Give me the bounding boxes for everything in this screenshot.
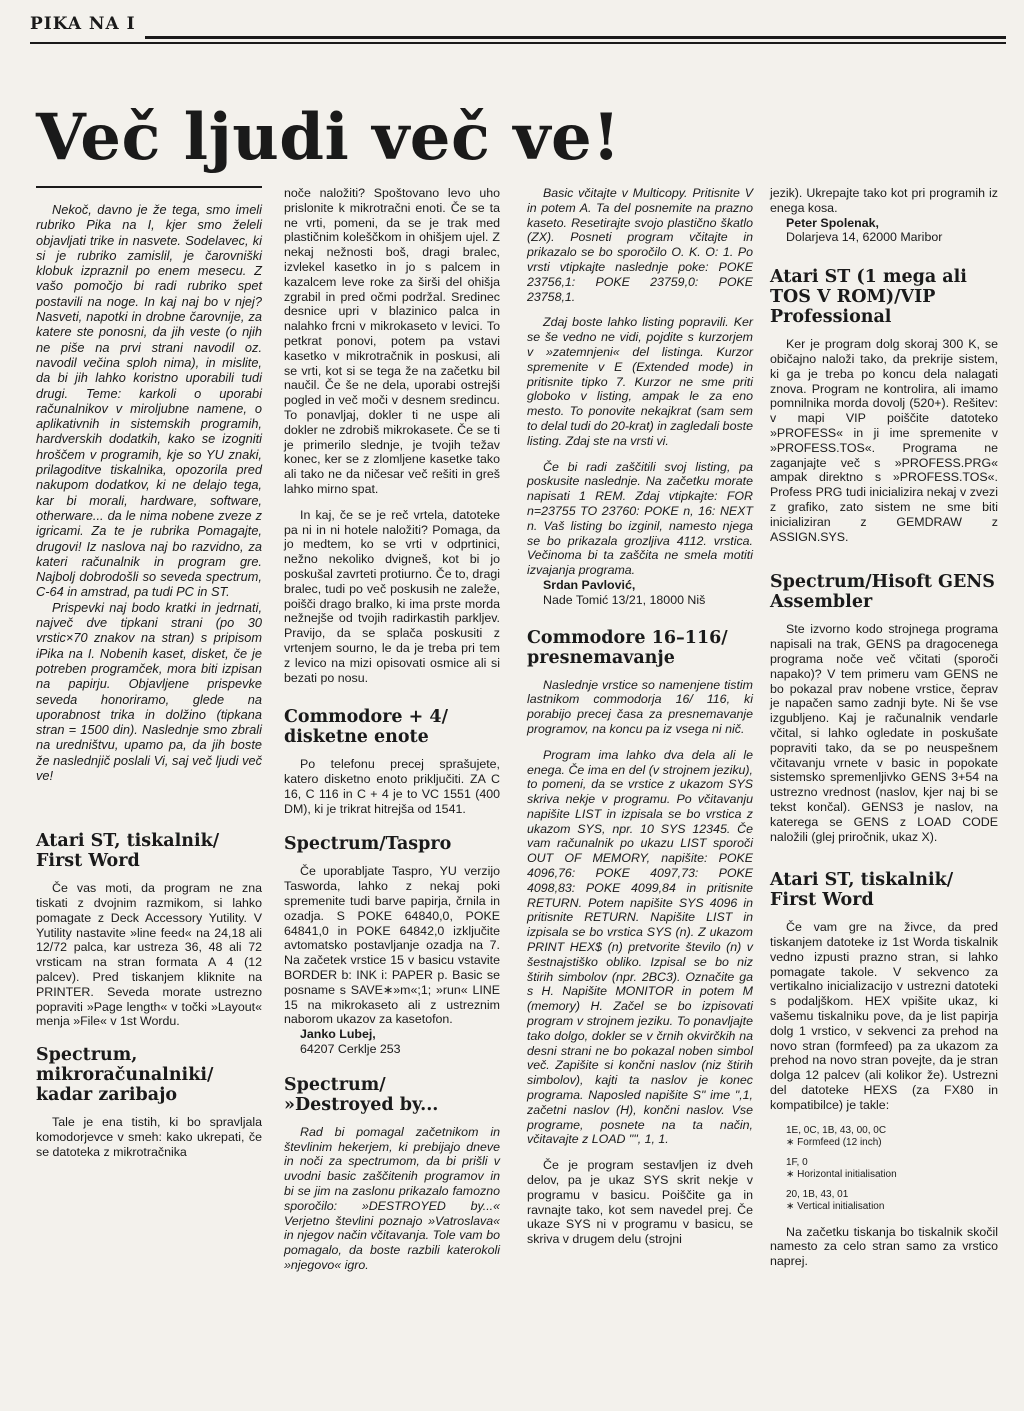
column-3 <box>527 186 753 1247</box>
destroyed-by-text: Rad bi pomagal začetnikom in števlinim hekerjem, ki prebijajo dneve in noči za spectrumom, da bi prišli v uvodni basic zaščitenih programov in bi se jim na zaslonu prikazalo famozno sporočilo: »DESTROYED by...« Verjetno števlini poznajo »Vatroslava« in njegov način včitavanja. Tole vam bo pomagalo, da boste razbili katerokoli »njegovo« igro. <box>284 1124 500 1273</box>
column-4 <box>770 186 998 1269</box>
intro-block <box>36 202 262 783</box>
taspro-text: Če uporabljate Taspro, YU verzijo Tasworda, lahko z nekaj poki spremenite tudi barve papirja, črnila in ozadja. S POKE 64840,0, POKE 64841,0 in POKE 64842,0 izključite avtomatsko postavljanje ozadja na 7. Na začetek vrstice 15 v basicu vstavite BORDER b: INK i: PAPER p. Basic se posname s SAVE∗»m«;1; »run« LINE 15 na mikrokaseto ali z ustreznim naborom ukazov za kasetofon. <box>284 864 500 1027</box>
code-line: 1F, 0 <box>786 1156 808 1168</box>
section-label: PIKA NA I <box>30 14 136 34</box>
taspro-signature-name: Janko Lubej, <box>300 1027 376 1042</box>
intro-paragraph-1: Nekoč, davno je že tega, smo imeli rubriko Pika na I, kjer smo želeli objavljati trike in nasvete. Sodelavec, ki si je rubriko zamislil, je čarovniški klobuk izpraznil po enem mesecu. Z vašo pomočjo bi radi rubriko spet postavili na noge. In kaj naj bo v njej? Nasveti, napotki in drobne čarovnije, za katere ste ponosni, da jih veste (o njih ne piše na prvi strani navodil oz. navodil večina sploh nima), in mislite, da bi jih lahko koristno uporabili tudi drugi. Teme: karkoli o uporabi računalnikov v miroljubne namene, o aplikativnih in sistemskih programih, hardverskih dodatkih, kako se izogniti hroščem v programih, kje so YU znaki, prilagoditve tiskalnika, opozorila pred nakupom dodatkov, ki ne delajo tega, kar bi morali, hardware, software, otherware... da le nima nobene zveze z igricami. Za te je rubrika Pomagajte, drugovi! Iz naslova naj bo razvidno, za kateri računalnik in program gre. Najbolj dobrodošli so seveda spectrum, C-64 in amstrad, pa tudi PC in ST. <box>36 202 262 600</box>
commodore-16-signature-name: Peter Spolenak, <box>786 215 879 230</box>
destroyed-signature-name: Srdan Pavlović, <box>543 577 636 592</box>
destroyed-signature-address: Nade Tomić 13/21, 18000 Niš <box>543 592 706 607</box>
commodore-16-text-2: Če je program sestavljen iz dveh delov, pa je ukaz SYS skrit nekje v programu v basicu. Poiščite ga in ravnajte tako, kot sem navedel prej. Če ukaze SYS ni v programu v basicu, se skriva v drugem delu (strojni <box>527 1158 753 1247</box>
code-comment: ∗ Horizontal initialisation <box>786 1168 897 1180</box>
taspro-signature-address: 64207 Cerklje 253 <box>300 1042 401 1057</box>
commodore-plus4-title: Commodore + 4/ disketne enote <box>284 707 448 748</box>
code-line: 20, 1B, 43, 01 <box>786 1188 849 1200</box>
commodore-16-signature-address: Dolarjeva 14, 62000 Maribor <box>786 230 943 245</box>
column-2 <box>284 186 500 1273</box>
commodore-16-continued: jezik). Ukrepajte tako kot pri programih iz enega kosa. <box>770 186 998 215</box>
page-headline: Več ljudi več ve! <box>36 100 621 175</box>
code-comment: ∗ Vertical initialisation <box>786 1200 885 1212</box>
destroyed-by-title: Spectrum/ »Destroyed by... <box>284 1074 439 1115</box>
column-1 <box>36 186 262 1160</box>
commodore-16-intro: Naslednje vrstice so namenjene tistim lastnikom commodorja 16/ 116, ki porabijo precej časa za presnemavanje programov, na koncu pa iz vsega ni nič. <box>527 677 753 736</box>
header-rule <box>145 36 1006 39</box>
destroyed-continued-3: Če bi radi zaščitili svoj listing, pa poskusite naslednje. Na začetku morate napisati 1 REM. Zdaj vtipkajte: FOR n=23755 TO 23760: POKE n, 16: NEXT n. Vaš listing bo izginil, namesto njega se bo prikazala grozljiva 4112. vrstica. Večinoma bi ta zaščita ne smela motiti izvajanja programa. <box>527 459 753 578</box>
destroyed-continued-2: Zdaj boste lahko listing popravili. Ker se še vedno ne vidi, pojdite s kurzorjem v »zatemnjeni« del listinga. Kurzor spremenite v E (Extended mode) in pritisnite tipko 7. Kurzor ne sme priti globoko v listing, ampak le za eno mesto. To ponovite nekajkrat (sam sem to delal tudi do 20-krat) in zagledali boste listing. Zdaj ste na vrsti vi. <box>527 315 753 448</box>
gens-title: Spectrum/Hisoft GENS Assembler <box>770 572 995 613</box>
gens-text: Ste izvorno kodo strojnega programa napisali na trak, GENS pa dragocenega programa noče več včitati (sporoči napako)? V tem primeru vam GENS ne bo pokazal prav nobene vrstice, čeprav je napačen samo zadnji byte. Ni še vse izgubljeno. Kaj je računalnik vendarle včital, si lahko ogledate in poskušate popraviti tako, da se po neuspešnem včitavanju vrnete v basic in popokate sistemsko spremenljivko GENS 3+54 na ustrezno vrednost (naslov, kjer naj bi se tekst končal). GENS3 je naslov, na katerega se GENS z LOAD CODE naložili (glej priročnik, ukaz X). <box>770 622 998 844</box>
commodore-16-text: Program ima lahko dva dela ali le enega. Če ima en del (v strojnem jeziku), to pomeni, da se vrstice z ukazom SYS skriva nekje v programu. Po včitavanju napišite LIST in izpisala se bo vrstica z ukazom SYS, npr. 10 SYS 12345. Če vam računalnik po ukazu LIST sporoči OUT OF MEMORY, napišite: POKE 4096,76: POKE 4097,73: POKE 4098,83: POKE 4099,84 in pritisnite RETURN. Potem napišite SYS 4096 in pritisnite RETURN. Napišite LIST in izpisala se bo vrstica SYS (n). Z ukazom PRINT HEX$ (n) pretvorite število (n) v šestnajstiško obliko. Izpisal se bo niz štirih simbolov (npr. 2BC3). Označite ga s H. Napišite MONITOR in potem M (memory) H. Začel se bo izpisovati program v strojnem jeziku. To ponavljajte tako dolgo, dokler se v črnih okvirčkih na desni strani ne bo pokazal noben simbol več. Zapišite si končni naslov (niz štirih simbolov), kajti ta naslov je konec programa. Naposled napišite S" ime ",1, začetni naslov (H), končni naslov. Vse programe, posnete na ta način, včitavajte z LOAD "", 1, 1. <box>527 747 753 1147</box>
taspro-title: Spectrum/Taspro <box>284 834 452 855</box>
intro-rule <box>36 186 262 188</box>
commodore-plus4-text: Po telefonu precej sprašujete, katero disketno enoto priključiti. ZA C 16, C 116 in C + 4 je to VC 1551 (400 DM), ki je trikrat hitrejša od 1541. <box>284 757 500 816</box>
atari-tos-text: Ker je program dolg skoraj 300 K, se običajno naloži tako, da prekrije sistem, ki ga je treba po koncu dela nalagati znova. Program ne kontrolira, ali imamo pomnilnika morda dovolj (520+). Rešitev: v mapi VIP poiščite datoteko »PROFESS« in ji ime spremenite v »PROFESS.TOS«. Programa ne zaganjajte več s »PROFESS.PRG« ampak direktno s »PROFESS.TOS«. Profess PRG tudi inicializira nekaj v zvezi z grafiko, zato sistem ne sme biti inicializiran z GEMDRAW z ASSIGN.SYS. <box>770 337 998 544</box>
atari-tiskalnik-title: Atari ST, tiskalnik/ First Word <box>36 831 220 872</box>
kadar-zaribajo-text: Tale je ena tistih, ki bo spravljala komodorjevce v smeh: kako ukrepati, če se datoteka z mikrotračnika <box>36 1115 262 1159</box>
atari-first-word-outro: Na začetku tiskanja bo tiskalnik skočil namesto za celo stran samo za vrstico naprej. <box>770 1224 998 1269</box>
atari-tiskalnik-text: Če vas moti, da program ne zna tiskati z dvojnim razmikom, si lahko pomagate z Deck Accessory Yutility. V Yutility nastavite »line feed« na 24,18 ali 12/72 palca, kar ustreza 36, 48 ali 72 vrsticam na stran formata A 4 (12 palcev). Pred tiskanjem kliknite na PRINTER. Seveda morate ustrezno popraviti »Page length« v točki »Layout« menja »File« v 1st Wordu. <box>36 881 262 1029</box>
atari-first-word-title: Atari ST, tiskalnik/ First Word <box>770 870 954 911</box>
kadar-zaribajo-title: Spectrum, mikroračunalniki/ kadar zaribajo <box>36 1045 214 1106</box>
code-comment: ∗ Formfeed (12 inch) <box>786 1136 882 1148</box>
kadar-continued-1: noče naložiti? Spoštovano levo uho prislonite k mikrotračni enoti. Če se ta ne vrti, pomeni, da se je trak med plastičnim koleščkom in ohišjem ujel. Z nekaj nežnosti boš, dragi bralec, izvlekel kasetko in jo s palcem in kazalcem leve roke za širši del ohišja zgrabil in pred očmi podržal. Sredinec desnice upri v blazinico palca in nalahko frcni v mikrokaseto v levici. To petkrat ponovi, potem pa vstavi kasetko v mikrotračnik in poskusi, ali se vrti, kot si se tega že na začetku bil naučil. Če še ne dela, uporabi ostrejši pogled in več moči v desnem sredincu. To ponavljaj, dokler ti ne uspe ali dokler ne zdrobiš mikrokasete. Če se ti je primerilo slednje, je tvojih težav konec, ker se z zlomljene kasetke tako ali tako ne da ničesar več rešiti in greš lahko mirno spat. <box>284 186 500 496</box>
kadar-continued-2: In kaj, če se je reč vrtela, datoteke pa ni in ni hotele naložiti? Pomaga, da jo medtem, ko se vrti v odprtinici, nežno nekoliko dvigneš, kot bi jo poskušal zavrteti protiurno. Če to, dragi bralec, tudi po več poskusih ne zaleže, poišči drago bralko, ki ima prste morda nežnejše od tvojih radirkastih parkljev. Pravijo, da se splača poskusiti z vrtenjem sourno, le da je treba pri tem z levico na mizi opisovati osmice ali si bezati po nosu. <box>284 507 500 685</box>
atari-tos-title: Atari ST (1 mega ali TOS V ROM)/VIP Professional <box>770 267 967 328</box>
header-rule-secondary <box>30 42 1006 44</box>
commodore-16-title: Commodore 16–116/ presnemavanje <box>527 627 728 668</box>
destroyed-continued-1: Basic včitajte v Multicopy. Pritisnite V in potem A. Ta del posnemite na prazno kaseto. Resetirajte svojo plastično škatlo (ZX). Posneti program včitajte in prikazalo se bo sporočilo O. K. O: 1. Po vrsti vtipkajte naslednje poke: POKE 23756,1: POKE 23759,0: POKE 23758,1. <box>527 186 753 304</box>
hex-code-block <box>770 1125 998 1213</box>
atari-first-word-text: Če vam gre na živce, da pred tiskanjem datoteke iz 1st Worda tiskalnik vedno izpusti prazno stran, si lahko pomagate takole. V sekvenco za vertikalno inicializacijo v ustrezni datoteki s podaljškom. HEX vpišite ukaz, ki vašemu tiskalniku pove, da je list papirja dolg 1 vrstico, v sekvenci za prehod na novo stran (formfeed) pa za ukazom za prehod na novo stran povejte, da je stran dolga 12 palcev (ali kolikor že). Ustrezni del datoteke HEXS (za FX80 in kompatibilce) je takle: <box>770 920 998 1112</box>
code-line: 1E, 0C, 1B, 43, 00, 0C <box>786 1124 887 1136</box>
intro-paragraph-2: Prispevki naj bodo kratki in jedrnati, največ dve tipkani strani (po 30 vrstic×70 znakov na stran) s pripisom iPika na I. Nobenih kaset, disket, če je potreben programček, mora biti izpisan na papirju. Objavljene prispevke seveda honoriramo, glede na uporabnost trika in dolžino (tipkana stran = 1500 din). Naslednje smo zbrali na uredništvu, upamo pa, da jih boste že naslednjič poslali Vi, saj več ljudi več ve! <box>36 599 262 783</box>
